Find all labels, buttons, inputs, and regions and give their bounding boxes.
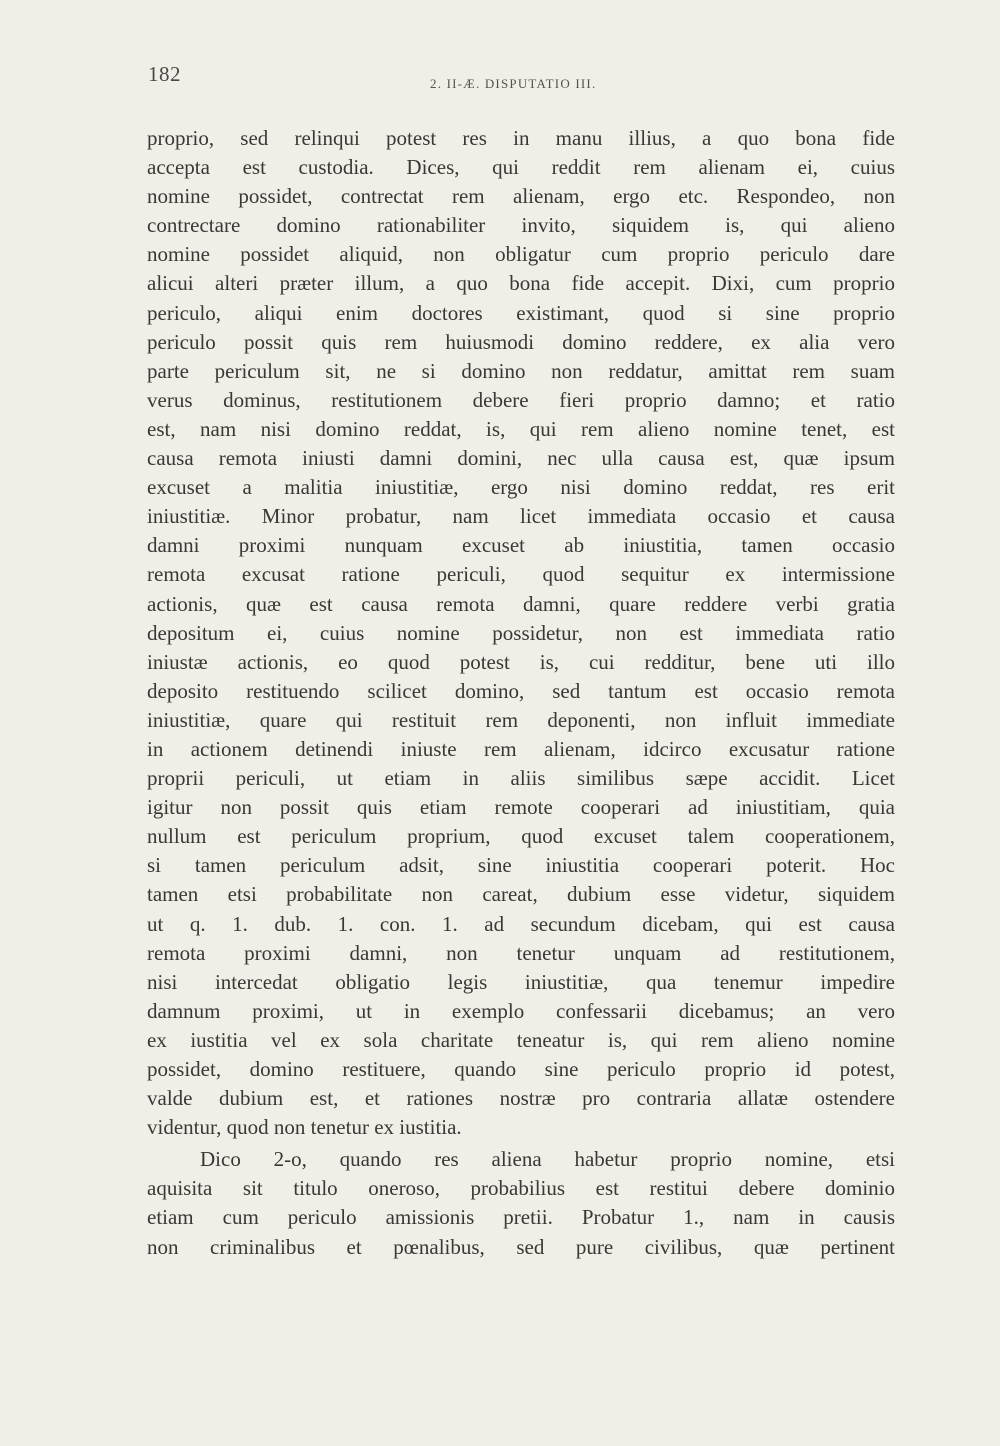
paragraph-last-line: videntur, quod non tenetur ex iustitia. <box>147 1115 462 1140</box>
text-line: ut q. 1. dub. 1. con. 1. ad secundum dicebam, qui est causa <box>147 911 895 936</box>
text-line: iniustitiæ. Minor probatur, nam licet immediata occasio et causa <box>147 504 895 529</box>
text-line: ex iustitia vel ex sola charitate teneatur is, qui rem alieno nomine <box>147 1027 895 1052</box>
text-line: causa remota iniusti damni domini, nec ulla causa est, quæ ipsum <box>147 446 895 471</box>
text-line: remota excusat ratione periculi, quod sequitur ex intermissione <box>147 562 895 587</box>
text-line: nomine possidet aliquid, non obligatur cum proprio periculo dare <box>147 242 895 267</box>
text-line: accepta est custodia. Dices, qui reddit rem alienam ei, cuius <box>147 155 895 180</box>
text-line: remota proximi damni, non tenetur unquam ad restitutionem, <box>147 940 895 965</box>
text-line: verus dominus, restitutionem debere fieri proprio damno; et ratio <box>147 387 895 412</box>
body-text <box>147 124 895 1262</box>
text-line: valde dubium est, et rationes nostræ pro contraria allatæ ostendere <box>147 1086 895 1111</box>
running-head: 2. II-Æ. DISPUTATIO III. <box>430 76 597 91</box>
text-line: damni proximi nunquam excuset ab iniustitia, tamen occasio <box>147 533 895 558</box>
text-line: damnum proximi, ut in exemplo confessarii dicebamus; an vero <box>147 998 895 1023</box>
paragraph-first-line: Dico 2-o, quando res aliena habetur proprio nomine, etsi <box>200 1147 895 1172</box>
text-line: iniustæ actionis, eo quod potest is, cui redditur, bene uti illo <box>147 649 895 674</box>
text-line: periculo, aliqui enim doctores existimant, quod si sine proprio <box>147 300 895 325</box>
text-line: in actionem detinendi iniuste rem alienam, idcirco excusatur ratione <box>147 736 895 761</box>
text-line: depositum ei, cuius nomine possidetur, non est immediata ratio <box>147 620 895 645</box>
text-line: nullum est periculum proprium, quod excuset talem cooperationem, <box>147 824 895 849</box>
page-number: 182 <box>148 62 181 86</box>
text-line: tamen etsi probabilitate non careat, dubium esse videtur, siquidem <box>147 882 895 907</box>
text-line: excuset a malitia iniustitiæ, ergo nisi domino reddat, res erit <box>147 475 895 500</box>
text-line: proprii periculi, ut etiam in aliis similibus sæpe accidit. Licet <box>147 766 895 791</box>
text-line: deposito restituendo scilicet domino, sed tantum est occasio remota <box>147 678 895 703</box>
text-line: parte periculum sit, ne si domino non reddatur, amittat rem suam <box>147 358 895 383</box>
text-line: igitur non possit quis etiam remote cooperari ad iniustitiam, quia <box>147 795 895 820</box>
text-line: actionis, quæ est causa remota damni, quare reddere verbi gratia <box>147 591 895 616</box>
text-line: aquisita sit titulo oneroso, probabilius est restitui debere dominio <box>147 1176 895 1201</box>
text-line: nisi intercedat obligatio legis iniustitiæ, qua tenemur impedire <box>147 969 895 994</box>
text-line: possidet, domino restituere, quando sine periculo proprio id potest, <box>147 1057 895 1081</box>
text-line: non criminalibus et pœnalibus, sed pure civilibus, quæ pertinent <box>147 1234 895 1259</box>
text-line: alicui alteri præter illum, a quo bona fide accepit. Dixi, cum proprio <box>147 271 895 296</box>
text-line: est, nam nisi domino reddat, is, qui rem alieno nomine tenet, est <box>147 416 895 441</box>
text-line: iniustitiæ, quare qui restituit rem deponenti, non influit immediate <box>147 707 895 732</box>
text-line: proprio, sed relinqui potest res in manu illius, a quo bona fide <box>147 126 895 150</box>
text-line: periculo possit quis rem huiusmodi domino reddere, ex alia vero <box>147 329 895 354</box>
text-line: contrectare domino rationabiliter invito, siquidem is, qui alieno <box>147 213 895 238</box>
text-line: nomine possidet, contrectat rem alienam, ergo etc. Respondeo, non <box>147 184 895 209</box>
text-line: si tamen periculum adsit, sine iniustitia cooperari poterit. Hoc <box>147 853 895 878</box>
text-line: etiam cum periculo amissionis pretii. Probatur 1., nam in causis <box>147 1205 895 1230</box>
